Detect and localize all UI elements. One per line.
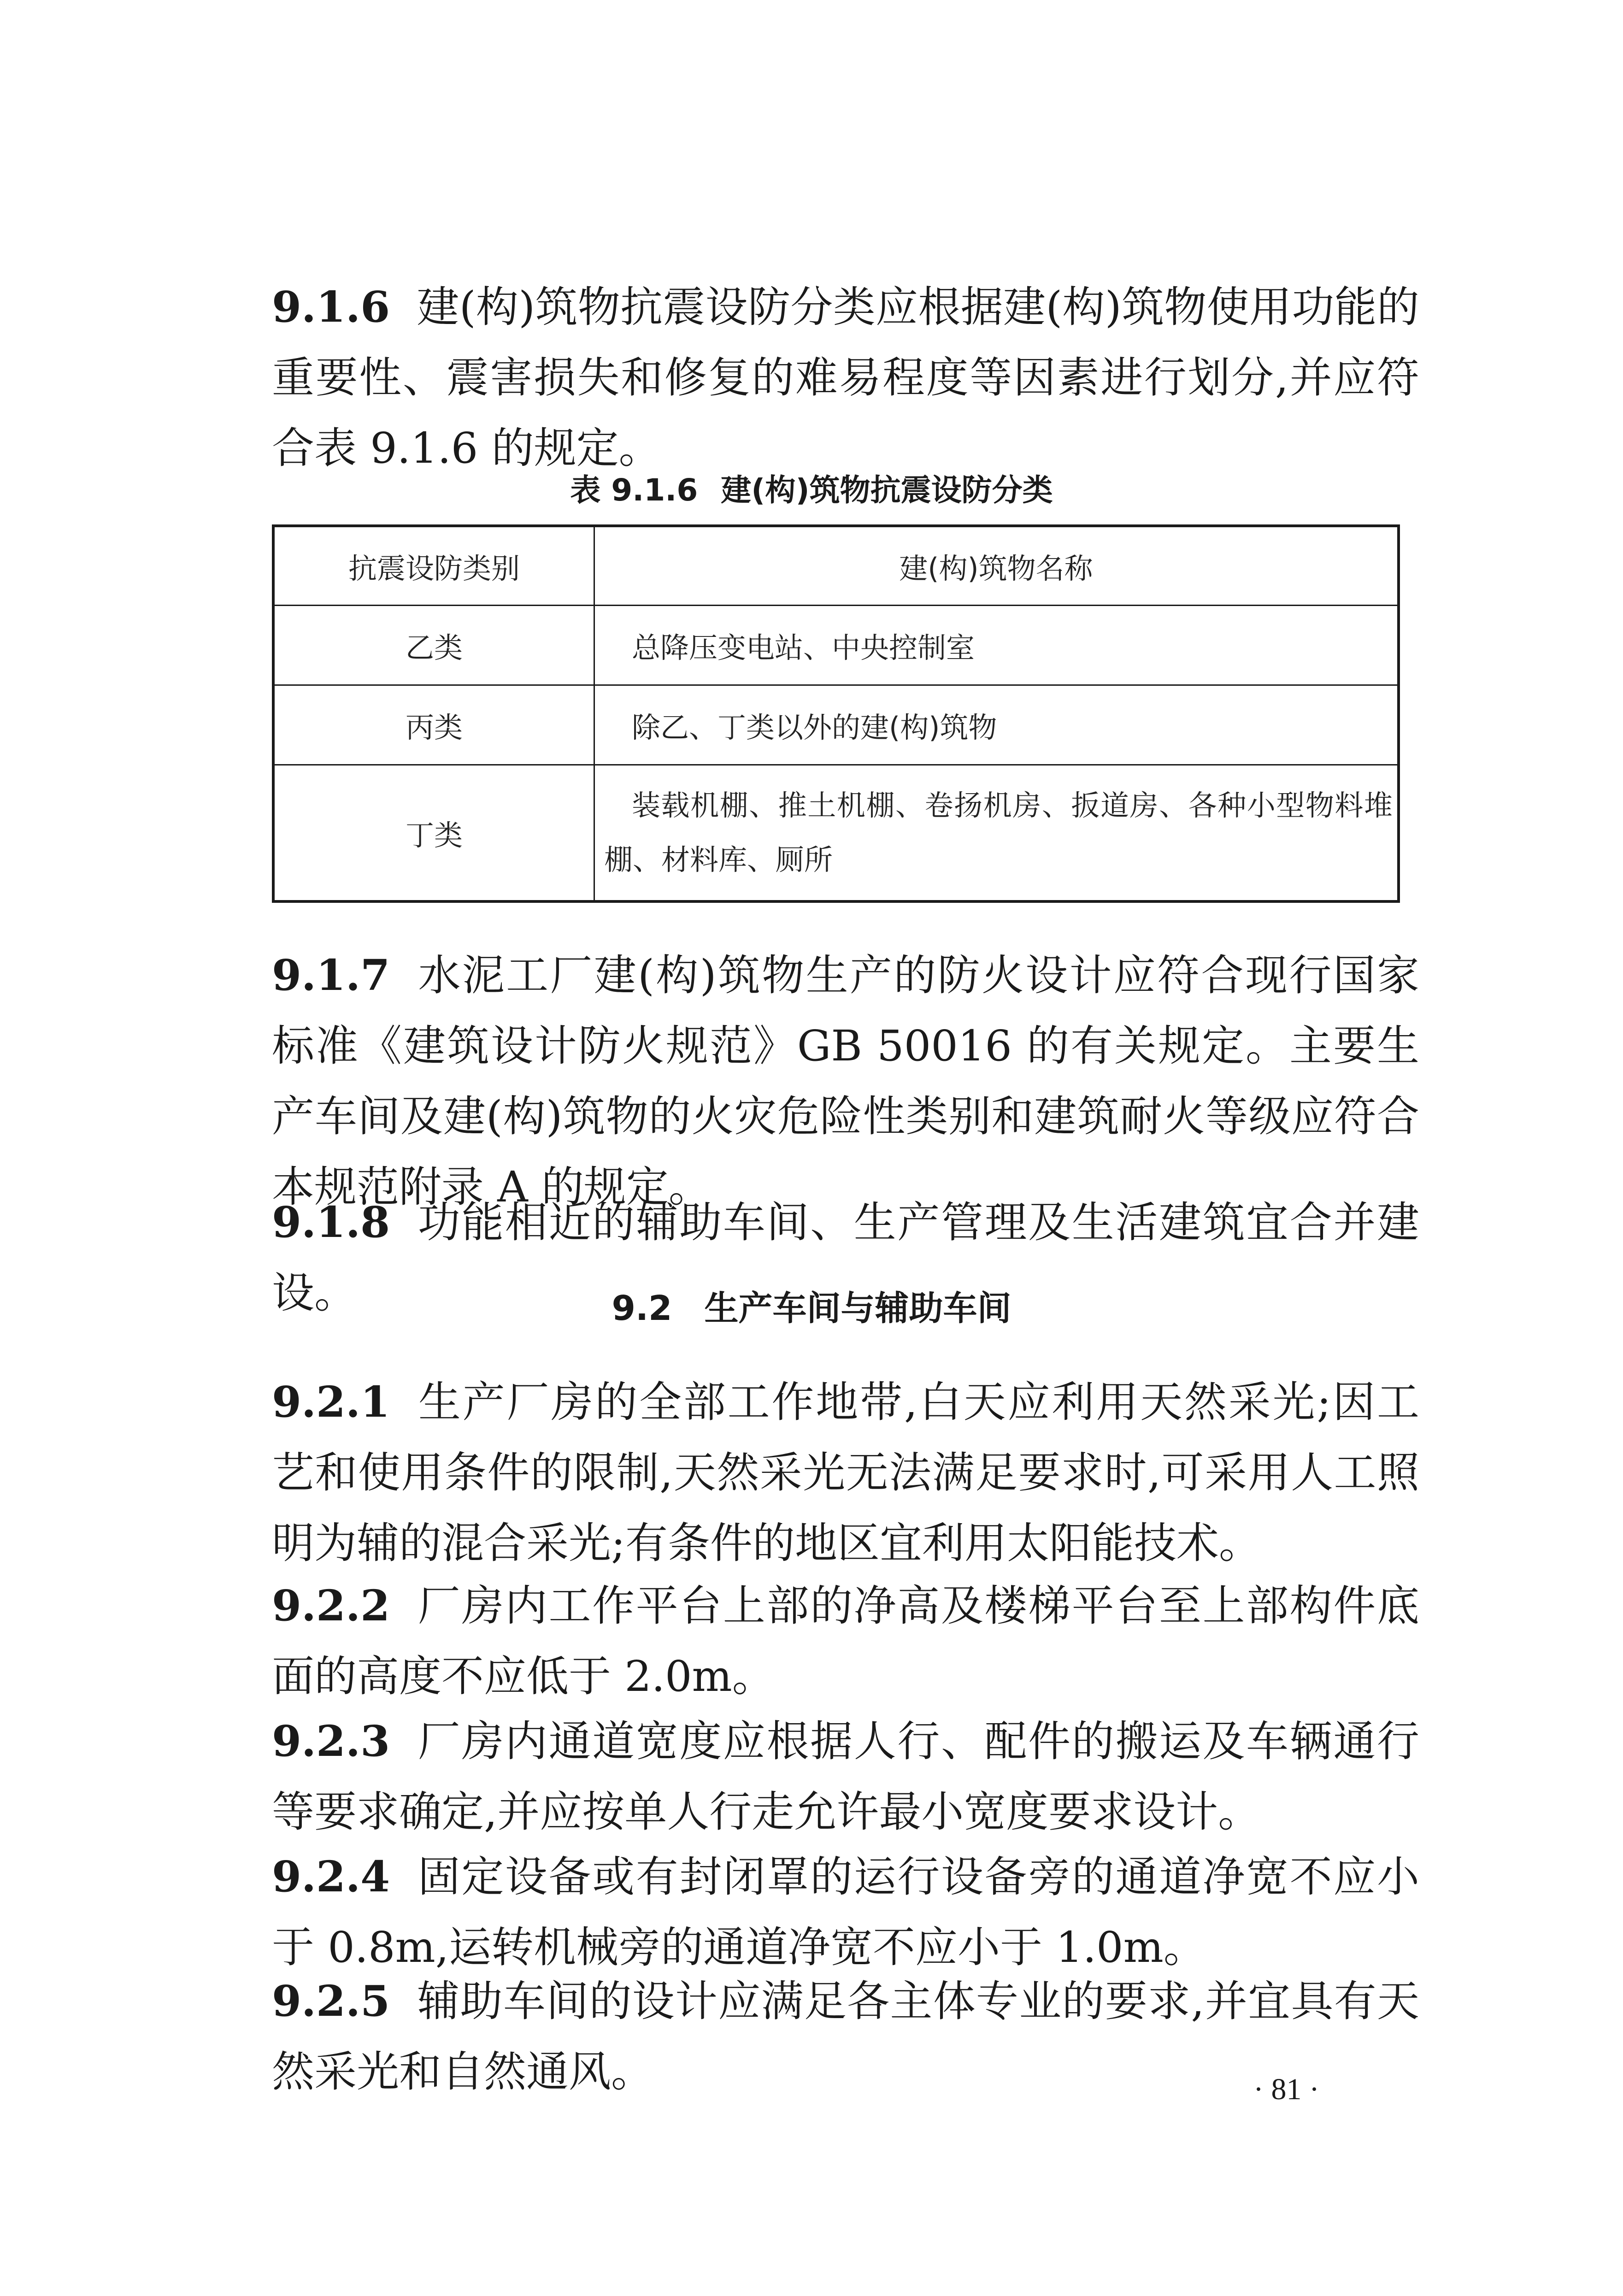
- table-caption: [0, 465, 1623, 509]
- clause-number: 9.1.7: [272, 950, 390, 1000]
- table-cell-category: 丙类: [273, 685, 594, 765]
- clause-text: 功能相近的辅助车间、生产管理及生活建筑宜合并建设。: [272, 1198, 1419, 1318]
- clause-number: 9.2.2: [272, 1581, 390, 1631]
- clause-9-2-2: [272, 1571, 1419, 1712]
- clause-9-2-1: [272, 1367, 1419, 1578]
- table-row: [273, 685, 1399, 765]
- table-header-names: 建(构)筑物名称: [594, 526, 1399, 606]
- clause-9-1-6: [272, 272, 1419, 483]
- clause-9-2-5: [272, 1966, 1419, 2107]
- clause-9-2-4: [272, 1842, 1419, 1983]
- clause-text: 生产厂房的全部工作地带,白天应利用天然采光;因工艺和使用条件的限制,天然采光无法满足要求时,可采用人工照明为辅的混合采光;有条件的地区宜利用太阳能技术。: [272, 1378, 1419, 1568]
- clause-number: 9.2.1: [272, 1377, 390, 1427]
- table-cell-category: 丁类: [273, 765, 594, 902]
- clause-number: 9.2.3: [272, 1716, 390, 1766]
- table-row: [273, 765, 1399, 902]
- table-cell-names: 总降压变电站、中央控制室: [594, 606, 1399, 685]
- section-number: 9.2: [612, 1289, 672, 1328]
- section-heading: [0, 1281, 1623, 1330]
- clause-number: 9.1.6: [272, 282, 390, 332]
- page-number: · 81 ·: [1253, 2072, 1319, 2106]
- clause-text: 厂房内通道宽度应根据人行、配件的搬运及车辆通行等要求确定,并应按单人行走允许最小宽度要求设计。: [272, 1717, 1419, 1837]
- clause-text: 固定设备或有封闭罩的运行设备旁的通道净宽不应小于 0.8m,运转机械旁的通道净宽不应小于 1.0m。: [272, 1852, 1419, 1972]
- seismic-category-table: [272, 524, 1400, 903]
- clause-number: 9.2.5: [272, 1976, 390, 2026]
- table-header-category: 抗震设防类别: [273, 526, 594, 606]
- clause-number: 9.2.4: [272, 1852, 390, 1902]
- clause-number: 9.1.8: [272, 1197, 390, 1247]
- table-caption-title: 建(构)筑物抗震设防分类: [721, 472, 1053, 508]
- clause-text: 水泥工厂建(构)筑物生产的防火设计应符合现行国家标准《建筑设计防火规范》GB 50016 的有关规定。主要生产车间及建(构)筑物的火灾危险性类别和建筑耐火等级应符合本规范附录 A 的规定。: [272, 951, 1419, 1212]
- table-cell-category: 乙类: [273, 606, 594, 685]
- table-row: [273, 606, 1399, 685]
- table-cell-names: 装载机棚、推土机棚、卷扬机房、扳道房、各种小型物料堆棚、材料库、厕所: [594, 765, 1399, 902]
- clause-9-2-3: [272, 1706, 1419, 1847]
- table-caption-number: 表 9.1.6: [570, 472, 698, 508]
- clause-text: 厂房内工作平台上部的净高及楼梯平台至上部构件底面的高度不应低于 2.0m。: [272, 1581, 1419, 1701]
- clause-text: 建(构)筑物抗震设防分类应根据建(构)筑物使用功能的重要性、震害损失和修复的难易程度等因素进行划分,并应符合表 9.1.6 的规定。: [272, 283, 1419, 473]
- table-cell-names: 除乙、丁类以外的建(构)筑物: [594, 685, 1399, 765]
- section-title: 生产车间与辅助车间: [704, 1289, 1011, 1328]
- clause-text: 辅助车间的设计应满足各主体专业的要求,并宜具有天然采光和自然通风。: [272, 1977, 1419, 2096]
- clause-9-1-7: [272, 940, 1419, 1222]
- table-header-row: [273, 526, 1399, 606]
